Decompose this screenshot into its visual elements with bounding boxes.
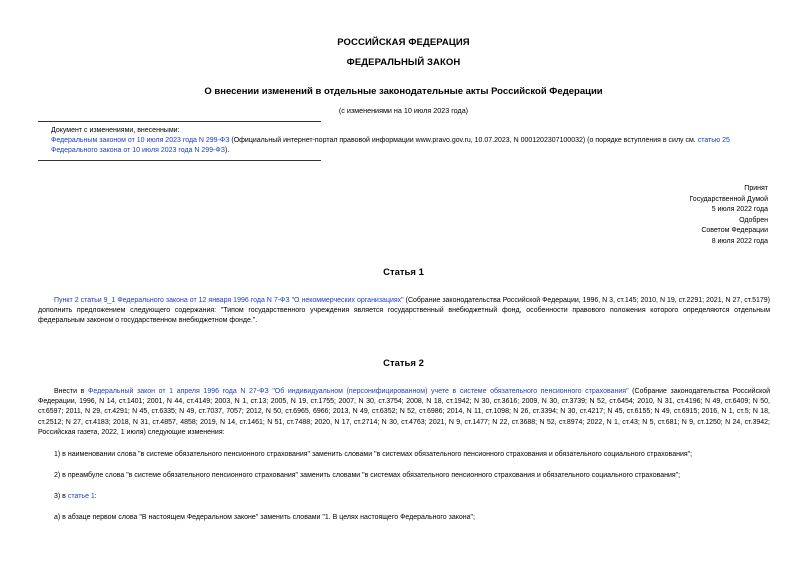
article-2-body: (Собрание законодательства Российской Федерации, 1996, N 14, ст.1401; 2001, N 44, ст.4149; 2003, N 1, ст.13; 2005, N 19, ст.1755; 2007, N 30, ст.3754; 2008, N 18, ст.1942; N 30, ст.3616; 2009, N 30, ст.3739; N 52, ст.6454; 2010, N 31, ст.4196; N 49, ст.6409; N 50, ст.6597; 2011, N 29, ст.4291; N 45, ст.6335; N 49, ст.7037, 7057; 2012, N 50, ст.6965, 6966; 2013, N 49, ст.6352; N 52, ст.6986; 2014, N 11, ст.1098; N 26, ст.3394; N 30, ст.4217; N 45, ст.6155; N 49, ст.6915; 2016, N 1, ст.5; N 18, ст.2512; N 27, ст.4183; 2018, N 31, ст.4857, 4858; 2019, N 14, ст.1461; N 51, ст.7488; 2020, N 17, ст.2714; N 30, ст.4763; 2021, N 9, ст.1477; N 22, ст.3688; N 52, ст.8974; 2022, N 1, ст.43; N 5, ст.681; N 9, ст.1250; N 24, ст.3942; Российская газета, 2022, 1 июля) следующие изменения: <box>38 388 771 436</box>
changes-lead: Документ с изменениями, внесенными: <box>51 127 180 134</box>
changes-block <box>38 126 770 157</box>
approved-line-5: Советом Федерации <box>701 227 768 234</box>
article-25-link[interactable]: статью 25 Федерального закона от 10 июля 2023 года N 299-ФЗ <box>51 137 730 155</box>
article-2-item-2: 2) в преамбуле слова "в системе обязательного пенсионного страхования" заменить словами "в системах обязательного пенсионного страхования и обязательного социального страхования"; <box>54 472 681 479</box>
article-2-heading: Статья 2 <box>383 358 424 369</box>
bottom-divider <box>38 160 321 161</box>
item-3-post: : <box>94 493 97 500</box>
approved-line-3: 5 июля 2022 года <box>711 206 768 213</box>
nko-law-link[interactable]: Пункт 2 статьи 9_1 Федерального закона от 12 января 1996 года N 7-ФЗ "О некоммерческих организациях" <box>54 297 404 304</box>
approved-line-6: 8 июля 2022 года <box>711 237 768 245</box>
approved-line-4: Одобрен <box>739 216 768 224</box>
article-2-item-1: 1) в наименовании слова "в системе обязательного пенсионного страхования" заменить словами "в системах обязательного пенсионного страхования и обязательного социального страхования"; <box>54 451 693 458</box>
document-title: О внесении изменений в отдельные законодательные акты Российской Федерации <box>204 86 603 97</box>
article-1-body: (Собрание законодательства Российской Федерации, 1996, N 3, ст.145; 2010, N 19, ст.2291; 2021, N 27, ст.5179) дополнить предложением следующего содержания: "Типом государственного учреждения является государственный внебюджетный фонд, особенности правового положения которого определяются отдельным федеральным законом о государственном внебюджетном фонде.". <box>38 297 771 325</box>
changes-text-part1: (Официальный интернет-портал правовой информации www.pravo.gov.ru, 10.07.2023, N 0001202307100032) (о порядке вступления в силу см. <box>229 137 698 145</box>
approved-line-2: Государственной Думой <box>689 195 768 203</box>
article-2-item-3 <box>38 492 770 502</box>
amendment-law-link[interactable]: Федеральным законом от 10 июля 2023 года N 299-ФЗ <box>51 137 230 145</box>
document-subtitle: (с изменениями на 10 июля 2023 года) <box>338 106 469 115</box>
law-type-heading: ФЕДЕРАЛЬНЫЙ ЗАКОН <box>346 57 461 68</box>
changes-text <box>38 136 770 156</box>
changes-text-part2: ). <box>224 147 230 155</box>
top-divider <box>38 121 321 122</box>
country-heading: РОССИЙСКАЯ ФЕДЕРАЦИЯ <box>337 37 470 48</box>
article-2-item-4: а) в абзаце первом слова "В настоящем Федеральном законе" заменить словами "1. В целях настоящего Федерального закона"; <box>54 514 475 521</box>
item-3-pre: 3) в <box>54 493 68 500</box>
article-1-text <box>38 296 770 327</box>
pension-law-link[interactable]: Федеральный закон от 1 апреля 1996 года N 27-ФЗ "Об индивидуальном (персонифицированном) учете в системе обязательного пенсионного страхования" <box>88 388 629 395</box>
article-2-text <box>38 387 770 438</box>
article-1-heading: Статья 1 <box>383 267 424 278</box>
approved-line-1: Принят <box>744 185 768 192</box>
article-2-pre: Внести в <box>54 388 89 395</box>
article-1-link[interactable]: статье 1 <box>67 493 95 500</box>
approval-block <box>689 184 768 247</box>
